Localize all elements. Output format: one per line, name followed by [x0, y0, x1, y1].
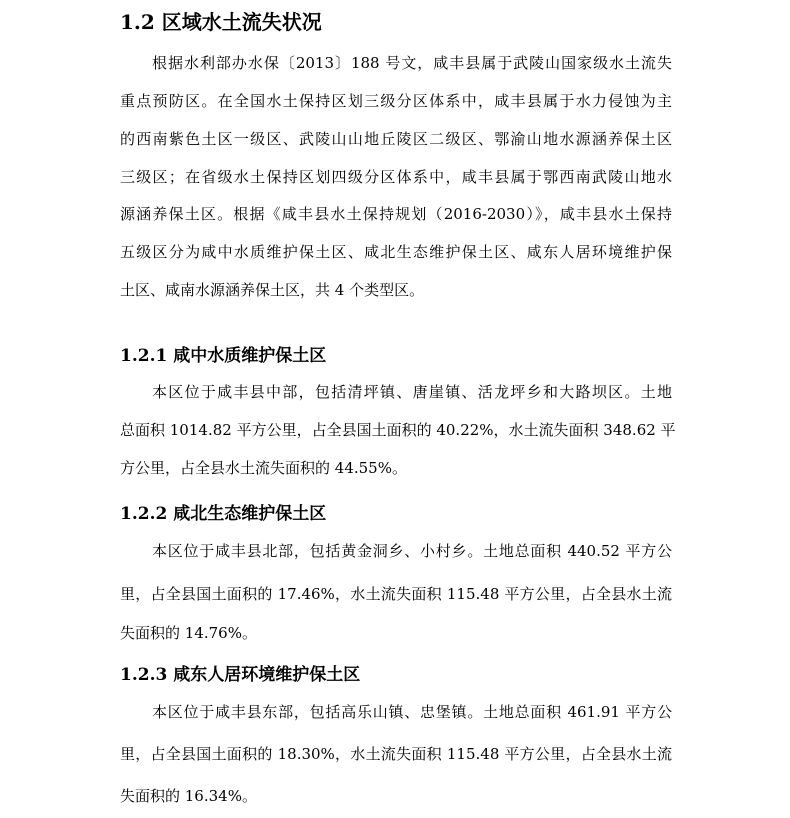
paragraph-line: 里，占全县国土面积的 17.46%，水土流失面积 115.48 平方公里，占全县水土流: [120, 585, 672, 603]
paragraph-line: 的西南紫色土区一级区、武陵山山地丘陵区二级区、鄂渝山地水源涵养保土区: [120, 130, 672, 148]
paragraph-line: 本区位于咸丰县北部，包括黄金洞乡、小村乡。土地总面积 440.52 平方公: [152, 542, 672, 560]
paragraph-line: 五级区分为咸中水质维护保土区、咸北生态维护保土区、咸东人居环境维护保: [120, 243, 672, 261]
paragraph-line: 土区、咸南水源涵养保土区，共 4 个类型区。: [120, 281, 425, 299]
subsection-heading: 1.2.3 咸东人居环境维护保土区: [120, 665, 361, 685]
paragraph-line: 本区位于咸丰县东部，包括高乐山镇、忠堡镇。土地总面积 461.91 平方公: [152, 703, 672, 721]
paragraph-line: 方公里，占全县水土流失面积的 44.55%。: [120, 459, 407, 477]
paragraph-line: 根据水利部办水保〔2013〕188 号文，咸丰县属于武陵山国家级水土流失: [152, 54, 672, 72]
subsection-heading: 1.2.1 咸中水质维护保土区: [120, 346, 327, 366]
section-title: 1.2 区域水土流失状况: [120, 10, 322, 34]
paragraph-line: 里，占全县国土面积的 18.30%，水土流失面积 115.48 平方公里，占全县水土流: [120, 745, 672, 763]
paragraph-line: 本区位于咸丰县中部，包括清坪镇、唐崖镇、活龙坪乡和大路坝区。土地: [152, 383, 672, 401]
paragraph-line: 失面积的 16.34%。: [120, 787, 257, 805]
paragraph-line: 重点预防区。在全国水土保持区划三级分区体系中，咸丰县属于水力侵蚀为主: [120, 92, 672, 110]
subsection-heading: 1.2.2 咸北生态维护保土区: [120, 504, 327, 524]
paragraph-line: 源涵养保土区。根据《咸丰县水土保持规划（2016-2030）》，咸丰县水土保持: [120, 205, 672, 223]
paragraph-line: 三级区；在省级水土保持区划四级分区体系中，咸丰县属于鄂西南武陵山地水: [120, 168, 672, 186]
paragraph-line: 失面积的 14.76%。: [120, 624, 257, 642]
paragraph-line: 总面积 1014.82 平方公里，占全县国土面积的 40.22%，水土流失面积 348.62 平: [120, 421, 676, 439]
